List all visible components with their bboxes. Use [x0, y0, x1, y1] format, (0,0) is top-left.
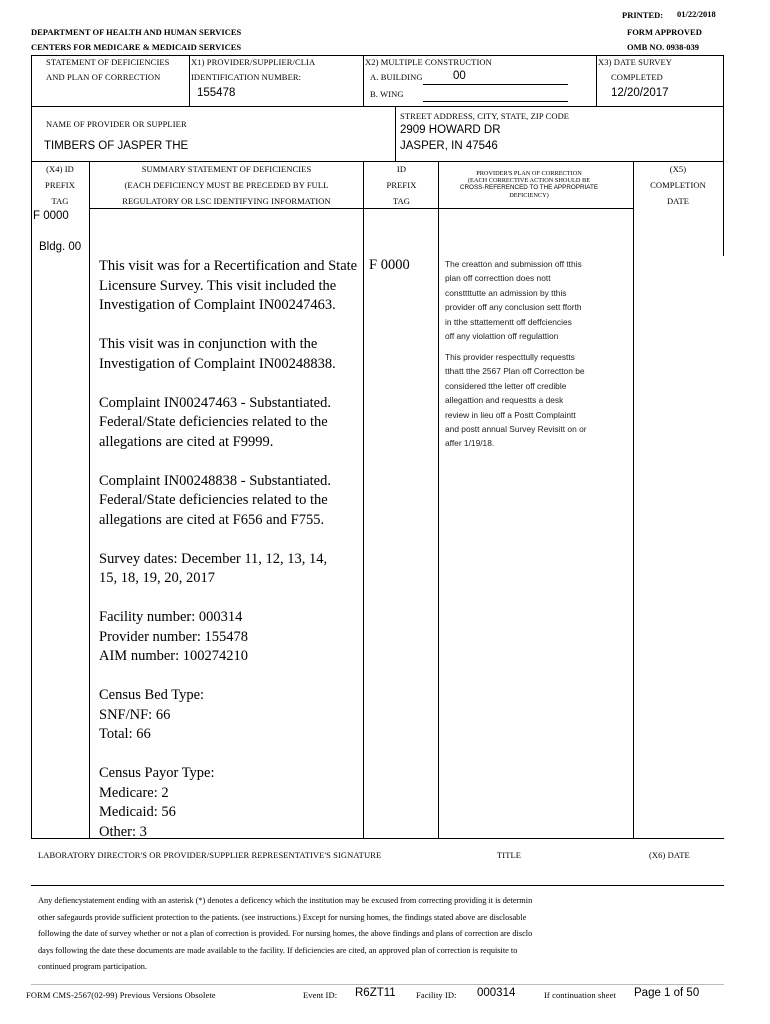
department-heading: DEPARTMENT OF HEALTH AND HUMAN SERVICES — [31, 27, 242, 37]
building-value: 00 — [453, 70, 466, 82]
provider-name-value: TIMBERS OF JASPER THE — [44, 140, 189, 152]
summary-line: Licensure Survey. This visit included the — [99, 277, 337, 294]
plan-line: off any violattion off regulattion — [445, 331, 559, 342]
wing-underline — [423, 101, 568, 102]
summary-header-3: REGULATORY OR LSC IDENTIFYING INFORMATION — [122, 196, 331, 206]
title-label: TITLE — [497, 850, 522, 860]
plan-line: The creatton and submission off tthis — [445, 259, 582, 269]
summary-line — [99, 667, 361, 687]
cms-heading: CENTERS FOR MEDICARE & MEDICAID SERVICES — [31, 42, 242, 52]
wing-label: B. WING — [370, 89, 404, 99]
summary-line — [99, 530, 361, 550]
summary-line: SNF/NF: 66 — [99, 706, 171, 723]
signature-label: LABORATORY DIRECTOR'S OR PROVIDER/SUPPLIER REPRESENTATIVE'S SIGNATURE — [38, 850, 382, 860]
footer-divider — [31, 984, 724, 985]
plan-line: provider off any conclusion sett fforth — [445, 302, 582, 313]
plan-header — [439, 170, 619, 199]
summary-line: Federal/State deficiencies related to the — [99, 414, 328, 430]
plan-line: considered tthe letter off credible — [445, 380, 567, 391]
summary-line: Federal/State deficiencies related to the — [99, 492, 328, 508]
event-id-label: Event ID: — [303, 990, 338, 1000]
x6-date-label: (X6) DATE — [649, 850, 690, 860]
summary-line: Medicaid: 56 — [99, 804, 176, 820]
summary-line — [99, 374, 361, 394]
printed-label: PRINTED: — [622, 10, 664, 20]
building-tag: Bldg. 00 — [39, 241, 82, 253]
provider-name-label: NAME OF PROVIDER OR SUPPLIER — [46, 119, 187, 129]
x3-label: X3) DATE SURVEY — [598, 57, 673, 67]
plan-of-correction-2 — [445, 350, 631, 451]
summary-line — [99, 452, 361, 472]
event-id-value: R6ZT11 — [355, 987, 396, 999]
tag-right: F 0000 — [369, 257, 410, 273]
form-number: FORM CMS-2567(02-99) Previous Versions Obsolete — [26, 990, 216, 1000]
tag-left: F 0000 — [33, 210, 69, 222]
signature-divider — [31, 885, 724, 886]
x4-header-2: PREFIX — [45, 180, 75, 190]
summary-line — [99, 589, 361, 609]
building-underline — [423, 84, 568, 85]
x1-label: X1) PROVIDER/SUPPLIER/CLIA — [191, 57, 316, 67]
building-label: A. BUILDING — [370, 72, 423, 82]
disclaimer-line: days following the date these documents are made available to the facility. If deficiencies are cited, an approved plan of correction is requisite to — [38, 945, 518, 955]
x1-label-2: IDENTIFICATION NUMBER: — [191, 72, 302, 82]
survey-completed-date: 12/20/2017 — [611, 87, 669, 99]
summary-line: Other: 3 — [99, 823, 147, 840]
summary-line: allegations are cited at F9999. — [99, 433, 274, 450]
form-approved: FORM APPROVED — [627, 27, 702, 37]
summary-line: Census Bed Type: — [99, 687, 205, 703]
facility-id-label: Facility ID: — [416, 990, 457, 1000]
x2-label: X2) MULTIPLE CONSTRUCTION — [365, 57, 492, 67]
summary-line: 15, 18, 19, 20, 2017 — [99, 570, 215, 586]
plan-line: tthatt tthe 2567 Plan off Correctton be — [445, 366, 585, 377]
x5-header-1: (X5) — [669, 164, 687, 174]
summary-line: Survey dates: December 11, 12, 13, 14, — [99, 550, 328, 567]
disclaimer-line: following the date of survey whether or not a plan of correction is provided. For nursing homes, the above findings and plans of correction are disclo — [38, 929, 533, 939]
summary-line: allegations are cited at F656 and F755. — [99, 511, 325, 528]
x5-header-2: COMPLETION — [650, 180, 706, 190]
summary-line: Investigation of Complaint IN00247463. — [99, 297, 336, 313]
summary-line: Total: 66 — [99, 726, 151, 742]
address-line-1: 2909 HOWARD DR — [400, 124, 501, 136]
plan-line: consttttutte an admission by tthis — [445, 287, 567, 298]
page-number: Page 1 of 50 — [634, 987, 700, 999]
summary-header-2: (EACH DEFICIENCY MUST BE PRECEDED BY FULL — [124, 180, 329, 190]
plan-line: review in lieu off a Postt Complaintt — [445, 409, 576, 420]
id-header-1: ID — [396, 164, 407, 174]
disclaimer-line: continued program participation. — [38, 962, 147, 972]
address-line-2: JASPER, IN 47546 — [400, 140, 498, 152]
disclaimer-line: other safegaurds provide sufficient protection to the patients. (see instructions.) Except for nursing homes, the findings stated above are disclosable — [38, 912, 527, 922]
summary-line: This visit was in conjunction with the — [99, 336, 318, 352]
plan-line: plan off correcttion does nott — [445, 273, 551, 284]
plan-header-4: DEFICIENCY) — [509, 191, 549, 199]
summary-line — [99, 745, 361, 765]
printed-date: 01/22/2018 — [677, 9, 716, 19]
x4-header-1: (X4) ID — [46, 164, 74, 174]
plan-header-1: PROVIDER'S PLAN OF CORRECTION — [476, 170, 582, 177]
plan-header-2: (EACH CORRECTIVE ACTION SHOULD BE — [467, 177, 591, 185]
summary-line: Census Payor Type: — [99, 765, 215, 781]
disclaimer — [38, 893, 728, 976]
x3-label-2: COMPLETED — [611, 72, 663, 82]
plan-line: This provider respecttully requestts — [445, 352, 575, 362]
plan-line: allegattion and requestts a desk — [445, 395, 564, 406]
summary-line: AIM number: 100274210 — [99, 648, 249, 664]
summary-line: Complaint IN00247463 - Substantiated. — [99, 394, 331, 411]
plan-header-3: CROSS-REFERENCED TO THE APPROPRIATE — [459, 184, 599, 192]
summary-line: Medicare: 2 — [99, 784, 169, 801]
plan-line: and postt annual Survey Revisitt on or — [445, 424, 587, 435]
summary-line: Provider number: 155478 — [99, 628, 249, 645]
summary-line: Complaint IN00248838 - Substantiated. — [99, 472, 331, 489]
plan-line: affer 1/19/18. — [445, 438, 495, 449]
x4-header-3: TAG — [51, 196, 69, 206]
provider-id-value: 155478 — [197, 87, 236, 99]
statement-label-1: STATEMENT OF DEFICIENCIES — [46, 57, 170, 67]
facility-id-value: 000314 — [477, 987, 516, 999]
omb-number: OMB NO. 0938-039 — [627, 42, 700, 52]
plan-line: in tthe sttattementt off deffciencies — [445, 316, 572, 327]
id-header-3: TAG — [392, 196, 411, 206]
statement-label-2: AND PLAN OF CORRECTION — [46, 72, 161, 82]
continuation-label: If continuation sheet — [544, 990, 616, 1000]
x5-header-3: DATE — [666, 196, 690, 206]
summary-line: Facility number: 000314 — [99, 609, 243, 625]
plan-of-correction-1 — [445, 257, 631, 343]
summary-statement — [99, 257, 361, 842]
summary-line: Investigation of Complaint IN00248838. — [99, 355, 336, 372]
summary-line: This visit was for a Recertification and State — [99, 258, 358, 274]
summary-line — [99, 316, 361, 336]
address-label: STREET ADDRESS, CITY, STATE, ZIP CODE — [400, 111, 570, 121]
disclaimer-line: Any defiencystatement ending with an asterisk (*) denotes a deficency which the institution may be excused from correcting providing it is determin — [38, 896, 533, 905]
id-header-2: PREFIX — [386, 180, 417, 190]
summary-header-1: SUMMARY STATEMENT OF DEFICIENCIES — [141, 164, 312, 174]
